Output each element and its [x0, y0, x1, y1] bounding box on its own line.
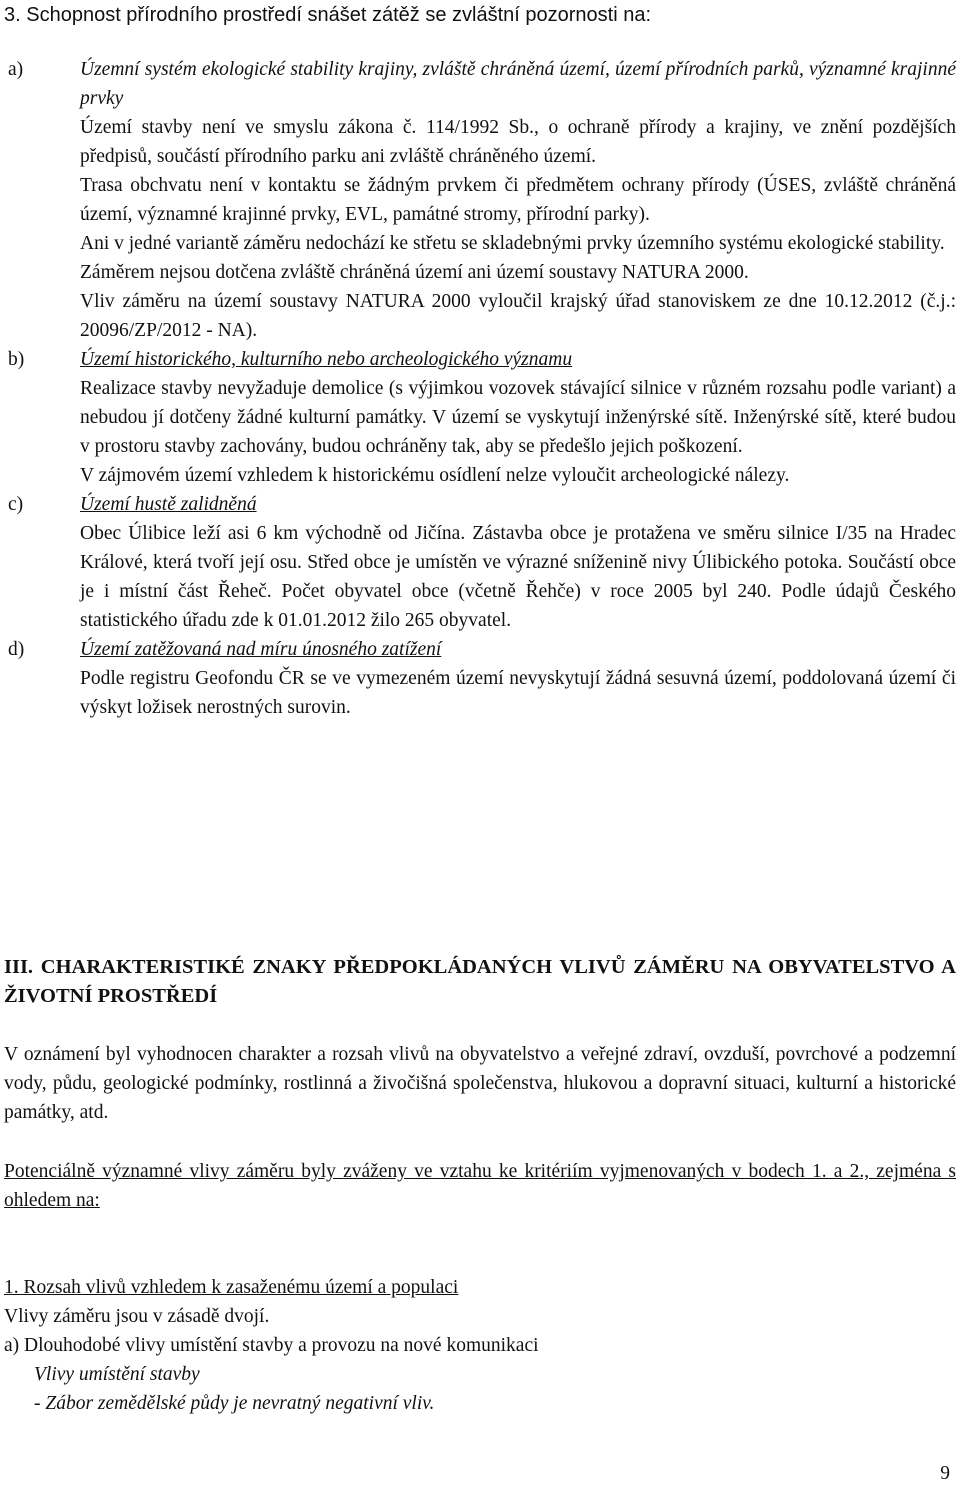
paragraph: Obec Úlibice leží asi 6 km východně od Jičína. Zástavba obce je protažena ve směru silnice I/35 na Hradec Králové, která tvoří její osu. Střed obce je umístěn ve výrazné sníženině nivy Úlibického potoka. Součástí obce je i místní část Řeheč. Počet obyvatel obce (včetně Řehče) v roce 2005 byl 240. Podle údajů Českého statistického úřadu zde k 01.01.2012 žilo 265 obyvatel.	[80, 523, 956, 631]
paragraph: V oznámení byl vyhodnocen charakter a rozsah vlivů na obyvatelstvo a veřejné zdraví, ovzduší, povrchové a podzemní vody, půdu, geologické podmínky, rostlinná a živočišná společenstva, hlukovou a dopravní situaci, kulturní a historické památky, atd.	[4, 1044, 956, 1123]
page-number: 9	[940, 1463, 950, 1484]
section-heading: 3. Schopnost přírodního prostředí snášet zátěž se zvláštní pozornosti na:	[4, 4, 652, 26]
paragraph: Podle registru Geofondu ČR se ve vymezeném území nevyskytují žádná sesuvná území, poddolovaná území či výskyt ložisek nerostných surovin.	[80, 668, 956, 718]
underlined-paragraph: Potenciálně významné vlivy záměru byly zváženy ve vztahu ke kritériím vyjmenovaných v bodech 1. a 2., zejména s ohledem na:	[4, 1161, 956, 1211]
chapter-heading: III. CHARAKTERISTIKÉ ZNAKY PŘEDPOKLÁDANÝCH VLIVŮ ZÁMĚRU NA OBYVATELSTVO A ŽIVOTNÍ PROSTŘEDÍ	[4, 956, 956, 1007]
item-title: Území hustě zalidněná	[80, 494, 257, 515]
paragraph: Vlivy záměru jsou v zásadě dvojí.	[4, 1306, 270, 1327]
italic-subheading: Vlivy umístění stavby	[34, 1364, 200, 1385]
list-item-a	[4, 55, 956, 345]
bullet-line: - Zábor zemědělské půdy je nevratný negativní vliv.	[34, 1393, 435, 1414]
paragraph: Vliv záměru na území soustavy NATURA 2000 vyloučil krajský úřad stanoviskem ze dne 10.12.2012 (č.j.: 20096/ZP/2012 - NA).	[80, 291, 956, 341]
paragraph: Trasa obchvatu není v kontaktu se žádným prvkem či předmětem ochrany přírody (ÚSES, zvláště chráněná území, významné krajinné prvky, EVL, památné stromy, přírodní parky).	[80, 175, 956, 225]
list-marker: a)	[8, 59, 24, 80]
criteria-list	[4, 55, 956, 722]
paragraph: a) Dlouhodobé vlivy umístění stavby a provozu na nové komunikaci	[4, 1335, 539, 1356]
paragraph: Území stavby není ve smyslu zákona č. 114/1992 Sb., o ochraně přírody a krajiny, ve znění pozdějších předpisů, součástí přírodního parku ani zvláště chráněného území.	[80, 117, 956, 167]
item-title: Území historického, kulturního nebo archeologického významu	[80, 349, 573, 370]
item-title: Území zatěžovaná nad míru únosného zatížení	[80, 639, 442, 660]
paragraph: V zájmovém území vzhledem k historickému osídlení nelze vyloučit archeologické nálezy.	[80, 465, 790, 486]
list-marker: d)	[8, 639, 25, 660]
chapter-heading-block	[4, 953, 956, 1011]
list-marker: c)	[8, 494, 24, 515]
list-item-d	[4, 635, 956, 722]
paragraph: Záměrem nejsou dotčena zvláště chráněná území ani území soustavy NATURA 2000.	[80, 262, 749, 283]
criteria-note	[4, 1157, 956, 1215]
chapter-intro	[4, 1040, 956, 1127]
list-item-c	[4, 490, 956, 635]
item-title: Územní systém ekologické stability krajiny, zvláště chráněná území, území přírodních parků, významné krajinné prvky	[80, 59, 956, 109]
subsection-title: 1. Rozsah vlivů vzhledem k zasaženému území a populaci	[4, 1277, 459, 1298]
list-item-b	[4, 345, 956, 490]
list-marker: b)	[8, 349, 25, 370]
subsection-1	[4, 1273, 956, 1418]
paragraph: Ani v jedné variantě záměru nedochází ke střetu se skladebnými prvky územního systému ekologické stability.	[80, 233, 945, 254]
paragraph: Realizace stavby nevyžaduje demolice (s výjimkou vozovek stávající silnice v různém rozsahu podle variant) a nebudou jí dotčeny žádné kulturní památky. V území se vyskytují inženýrské sítě. Inženýrské sítě, které budou v prostoru stavby zachovány, budou ochráněny tak, aby se předešlo jejich poškození.	[80, 378, 956, 457]
